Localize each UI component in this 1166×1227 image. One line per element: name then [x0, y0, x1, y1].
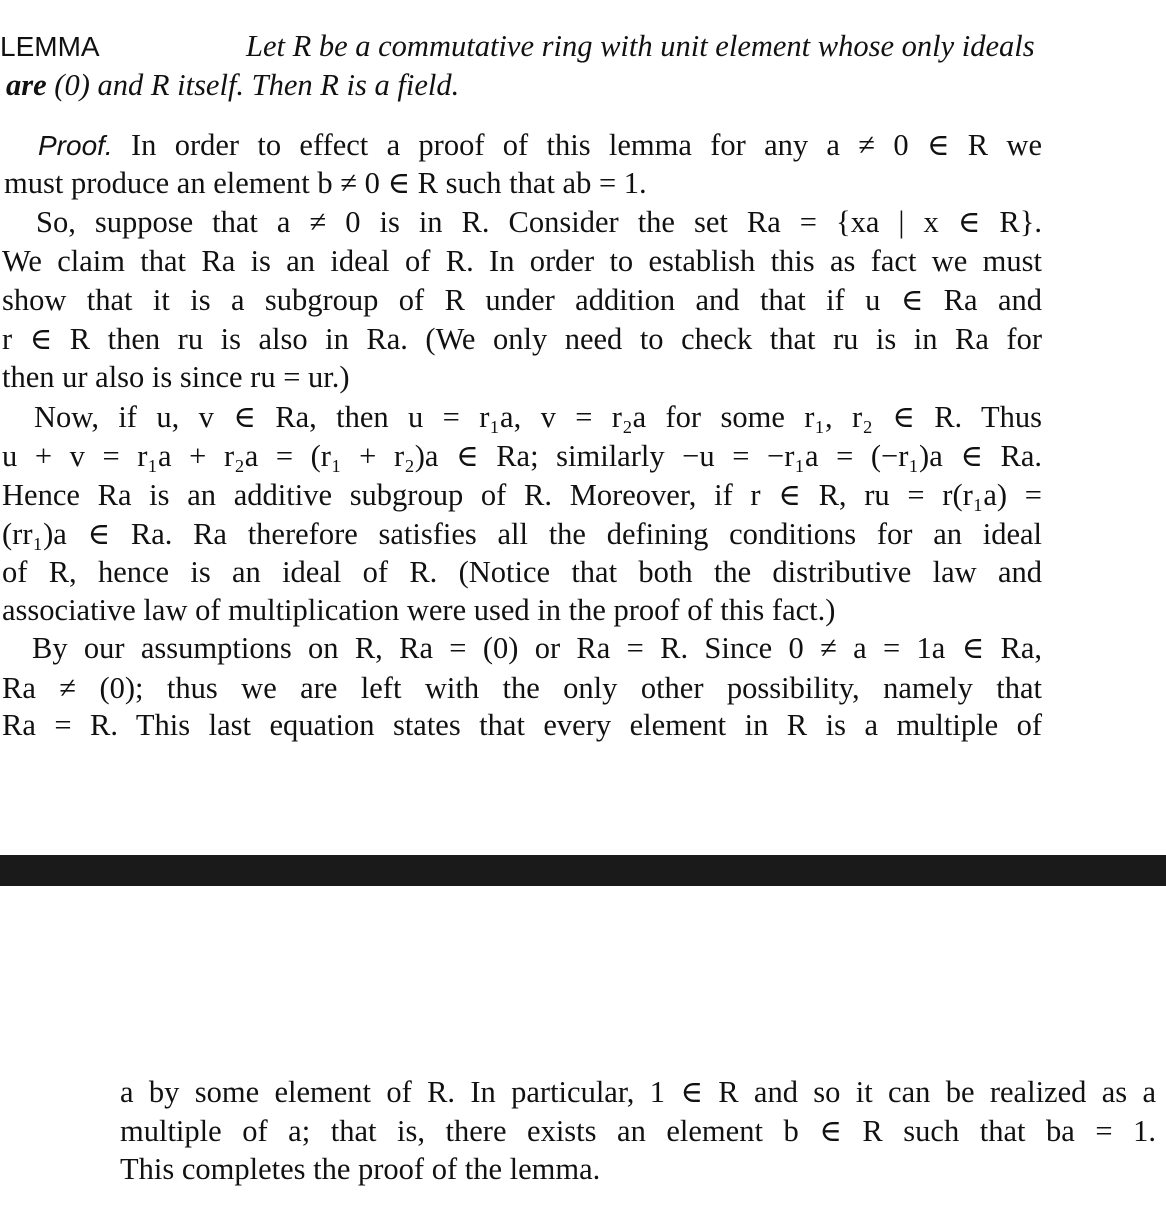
- proof-line-4: show that it is a subgroup of R under addition and that if u ∈ Ra and: [2, 283, 1042, 317]
- lemma-statement-line1: Let R be a commutative ring with unit element whose only ideals: [246, 29, 1035, 63]
- continuation-line-2: This completes the proof of the lemma.: [120, 1152, 601, 1186]
- proof-line-8: u + v = r₁a + r₂a = (r₁ + r₂)a ∈ Ra; similarly −u = −r₁a = (−r₁)a ∈ Ra.: [2, 439, 1042, 473]
- proof-line-13: By our assumptions on R, Ra = (0) or Ra = R. Since 0 ≠ a = 1a ∈ Ra,: [32, 631, 1042, 665]
- lemma-statement-rest: (0) and R itself. Then R is a field.: [54, 68, 460, 102]
- proof-line-7: Now, if u, v ∈ Ra, then u = r₁a, v = r₂a for some r₁, r₂ ∈ R. Thus: [34, 400, 1042, 434]
- proof-line-1: must produce an element b ≠ 0 ∈ R such that ab = 1.: [4, 166, 647, 200]
- proof-line-11: of R, hence is an ideal of R. (Notice that both the distributive law and: [2, 555, 1042, 589]
- proof-line-2: So, suppose that a ≠ 0 is in R. Consider the set Ra = {xa | x ∈ R}.: [36, 205, 1042, 239]
- proof-line-5: r ∈ R then ru is also in Ra. (We only need to check that ru is in Ra for: [2, 322, 1042, 356]
- proof-line-6: then ur also is since ru = ur.): [2, 360, 350, 394]
- proof-line-0: [38, 126, 1042, 165]
- proof-line-10: (rr₁)a ∈ Ra. Ra therefore satisfies all the defining conditions for an ideal: [2, 517, 1042, 551]
- proof-line-15: Ra = R. This last equation states that every element in R is a multiple of: [2, 708, 1042, 742]
- proof-line-text: In order to effect a proof of this lemma for any a ≠ 0 ∈ R we: [131, 128, 1042, 162]
- proof-line-12: associative law of multiplication were used in the proof of this fact.): [2, 593, 836, 627]
- page-separator-band: [0, 855, 1166, 886]
- proof-line-3: We claim that Ra is an ideal of R. In order to establish this as fact we must: [2, 244, 1042, 278]
- proof-line-14: Ra ≠ (0); thus we are left with the only other possibility, namely that: [2, 671, 1042, 705]
- lemma-statement-prefix: are: [6, 68, 47, 102]
- lemma-label: LEMMA: [0, 31, 100, 62]
- lemma-heading-line: [0, 27, 1045, 66]
- lemma-statement-line2: [6, 66, 459, 104]
- proof-line-9: Hence Ra is an additive subgroup of R. Moreover, if r ∈ R, ru = r(r₁a) =: [2, 478, 1042, 512]
- continuation-line-0: a by some element of R. In particular, 1 ∈ R and so it can be realized as a: [120, 1075, 1156, 1109]
- continuation-line-1: multiple of a; that is, there exists an element b ∈ R such that ba = 1.: [120, 1114, 1156, 1148]
- proof-label: Proof.: [38, 130, 113, 161]
